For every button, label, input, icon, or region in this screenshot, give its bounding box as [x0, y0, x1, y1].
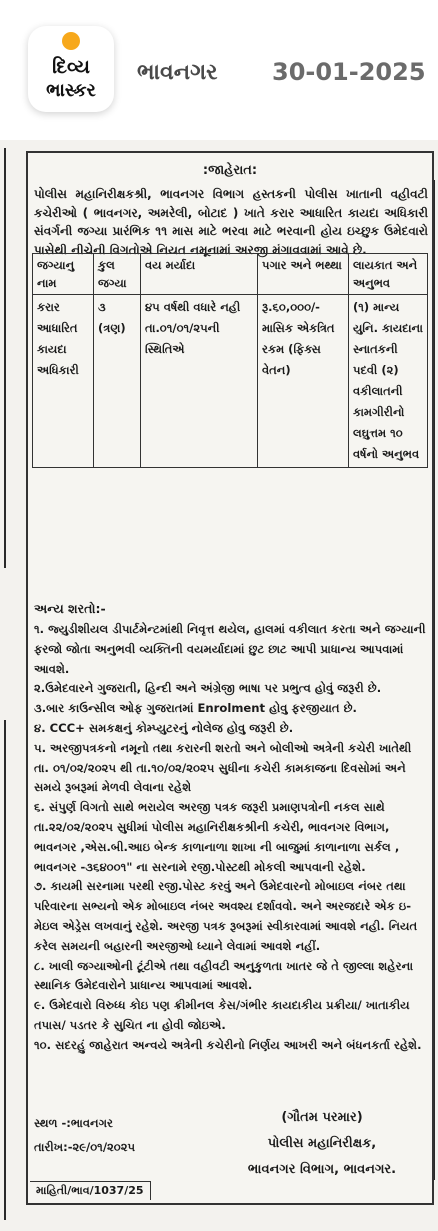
edition-city: ભાવનગર — [137, 60, 218, 85]
col-salary: પગાર અને ભથ્થા — [258, 254, 349, 295]
term-item: ૧. જ્યુડીશીયલ ડીપાર્ટમેન્ટમાંથી નિવૃત્ત થયેલ, હાલમાં વકીલાત કરતા અને જગ્યાની ફરજો જોતા અનુભવી વ્યક્તિની વયમર્યાદામાં છુટ છાટ આપી પ્રાધાન્ય આપવામાં આવશે. — [34, 622, 426, 676]
advertisement-box — [26, 151, 434, 1205]
term-item: ૩.બાર કાઉન્સીલ ઓફ ગુજરાતમાં Enrolment હોવુ ફરજીયાત છે. — [34, 701, 357, 716]
edition-date: 30-01-2025 — [272, 58, 426, 86]
cell-salary: રૂ.૬૦,૦૦૦/- માસિક એકત્રિત રકમ (ફિક્સ વેતન) — [258, 295, 349, 468]
reference-number: માહિતી/ભાવ/1037/25 — [30, 1181, 151, 1200]
logo-text-line2: ભાસ્કર — [46, 80, 96, 101]
divya-bhaskar-logo[interactable] — [28, 26, 114, 112]
place-line: સ્થળ -:ભાવનગર — [34, 1116, 113, 1130]
term-item: ૭. કાયમી સરનામા પરથી રજી.પોસ્ટ કરવું અને ઉમેદવારનો મોબાઇલ નંબર તથા પરિવારના સભ્યનો એક મોબાઇલ નંબર અવશ્ય દર્શાવવો. અને અરજદારે એક ઇ-મેઇલ એડ્રેસ લખવાનું રહેશે. અરજી પત્રક રૂબરૂમાં સ્વીકારવામાં આવશે નહી. નિયત કરેલ સમયની બહારની અરજીઓ ધ્યાને લેવામાં આવશે નહીં. — [34, 879, 418, 953]
term-item: ૫. અરજીપત્રકનો નમૂનો તથા કરારની શરતો અને બોલીઓ અત્રેની કચેરી ખાતેથી તા. ૦૧/૦૨/૨૦૨૫ થી તા.૧૦/૦૨/૨૦૨૫ સુધીના કચેરી કામકાજના દિવસોમાં અને સમયે રૂબરૂમાં મેળવી લેવાના રહેશે — [34, 740, 412, 795]
table-header-row — [33, 254, 428, 295]
adjacent-column-edge — [4, 720, 6, 1220]
term-item: ૬. સંપુર્ણ વિગતો સાથે ભરાયેલ અરજી પત્રક જરૂરી પ્રમાણપત્રોની નકલ સાથે તા.૨૨/૦૨/૨૦૨૫ સુધીમાં પોલીસ મહાનિરીક્ષકશ્રીની કચેરી, ભાવનગર વિભાગ, ભાવનગર ,એસ.બી.આઇ બેન્ક કાળાનાળા શાખા ની બાજુમાં કાળાનાળા સર્કલ , ભાવનગર -૩૬૪૦૦૧" ના સરનામે રજી.પોસ્ટથી મોકલી આપવાની રહેશે. — [34, 800, 400, 874]
place-date-block — [34, 1111, 135, 1159]
cell-total-posts: ૩ (ત્રણ) — [94, 295, 141, 468]
terms-list — [34, 620, 430, 1056]
term-item: ૯. ઉમેદવારો વિરુધ્ધ કોઇ પણ ક્રીમીનલ કેસ/ગંભીર કાયદાકીય પ્રક્રીયા/ ખાતાકીય તપાસ/ પડતર કે સુચિત ના હોવી જોઇએ. — [34, 998, 410, 1032]
app-header — [0, 0, 438, 118]
col-age-limit: વય મર્યાદા — [141, 254, 258, 295]
ad-intro: પોલીસ મહાનિરીક્ષકશ્રી, ભાવનગર વિભાગ હસ્તકની પોલીસ ખાતાની વહીવટી કચેરીઓ ( ભાવનગર, અમરેલી, બોટાદ ) ખાતે કરાર આધારિત કાયદા અધિકારી સંવર્ગની જગ્યા પ્રારંભિક ૧૧ માસ માટે ભરવા માટે ભરવાની હોય ઇચ્છુક ઉમેદવારો પાસેથી નીચેની વિગતોએ નિયત નમૂનામાં અરજી મંગાવવામાં આવે છે. — [34, 187, 428, 257]
signature-block — [222, 1105, 422, 1183]
signatory-title: પોલીસ મહાનિરીક્ષક, — [267, 1136, 377, 1151]
col-qualification: લાયકાત અને અનુભવ — [349, 254, 428, 295]
sun-icon — [62, 32, 80, 50]
term-item: ૧૦. સદરહું જાહેરાત અન્વયે અત્રેની કચેરીનો નિર્ણય આખરી અને બંધનકર્તા રહેશે. — [34, 1037, 422, 1052]
term-item: ૨.ઉમેદવારને ગુજરાતી, હિન્દી અને અંગ્રેજી ભાષા પર પ્રભુત્વ હોવું જરૂરી છે. — [34, 681, 382, 696]
signatory-office: ભાવનગર વિભાગ, ભાવનગર. — [247, 1162, 397, 1177]
col-post-name: જગ્યાનુ નામ — [33, 254, 94, 295]
col-total-posts: કુલ જગ્યા — [94, 254, 141, 295]
vacancy-table — [32, 253, 428, 468]
ad-heading: :જાહેરાત: — [202, 163, 258, 178]
table-row — [33, 295, 428, 468]
adjacent-column-edge — [4, 148, 6, 568]
logo-text-line1: દિવ્ય — [52, 56, 90, 78]
term-item: ૪. CCC+ સમકક્ષનું કોમ્પ્યુટરનું નોલેજ હોવુ જરૂરી છે. — [34, 720, 294, 735]
cell-post-name: કરાર આધારિત કાયદા અધિકારી — [33, 295, 94, 468]
signatory-name: (ગૌતમ પરમાર) — [281, 1110, 363, 1125]
terms-title: અન્ય શરતો:- — [34, 601, 106, 616]
cell-qualification: (૧) માન્ય યુનિ. કાયદાના સ્નાતકની પદવી (૨) વકીલાતની કામગીરીનો લઘુત્તમ ૧૦ વર્ષનો અનુભવ — [349, 295, 428, 468]
cell-age-limit: ૪૫ વર્ષથી વધારે નહી તા.૦૧/૦૧/૨૫ની સ્થિતિએ — [141, 295, 258, 468]
date-line: તારીખ:-૨૯/૦૧/૨૦૨૫ — [34, 1140, 135, 1154]
term-item: ૮. ખાલી જગ્યાઓની ટૂંટીએ તથા વહીવટી અનુકુળતા ખાતર જે તે જીલ્લા શહેરના સ્થાનિક ઉમેદવારોને પ્રાધાન્ય આપવામાં આવશે. — [34, 958, 414, 993]
